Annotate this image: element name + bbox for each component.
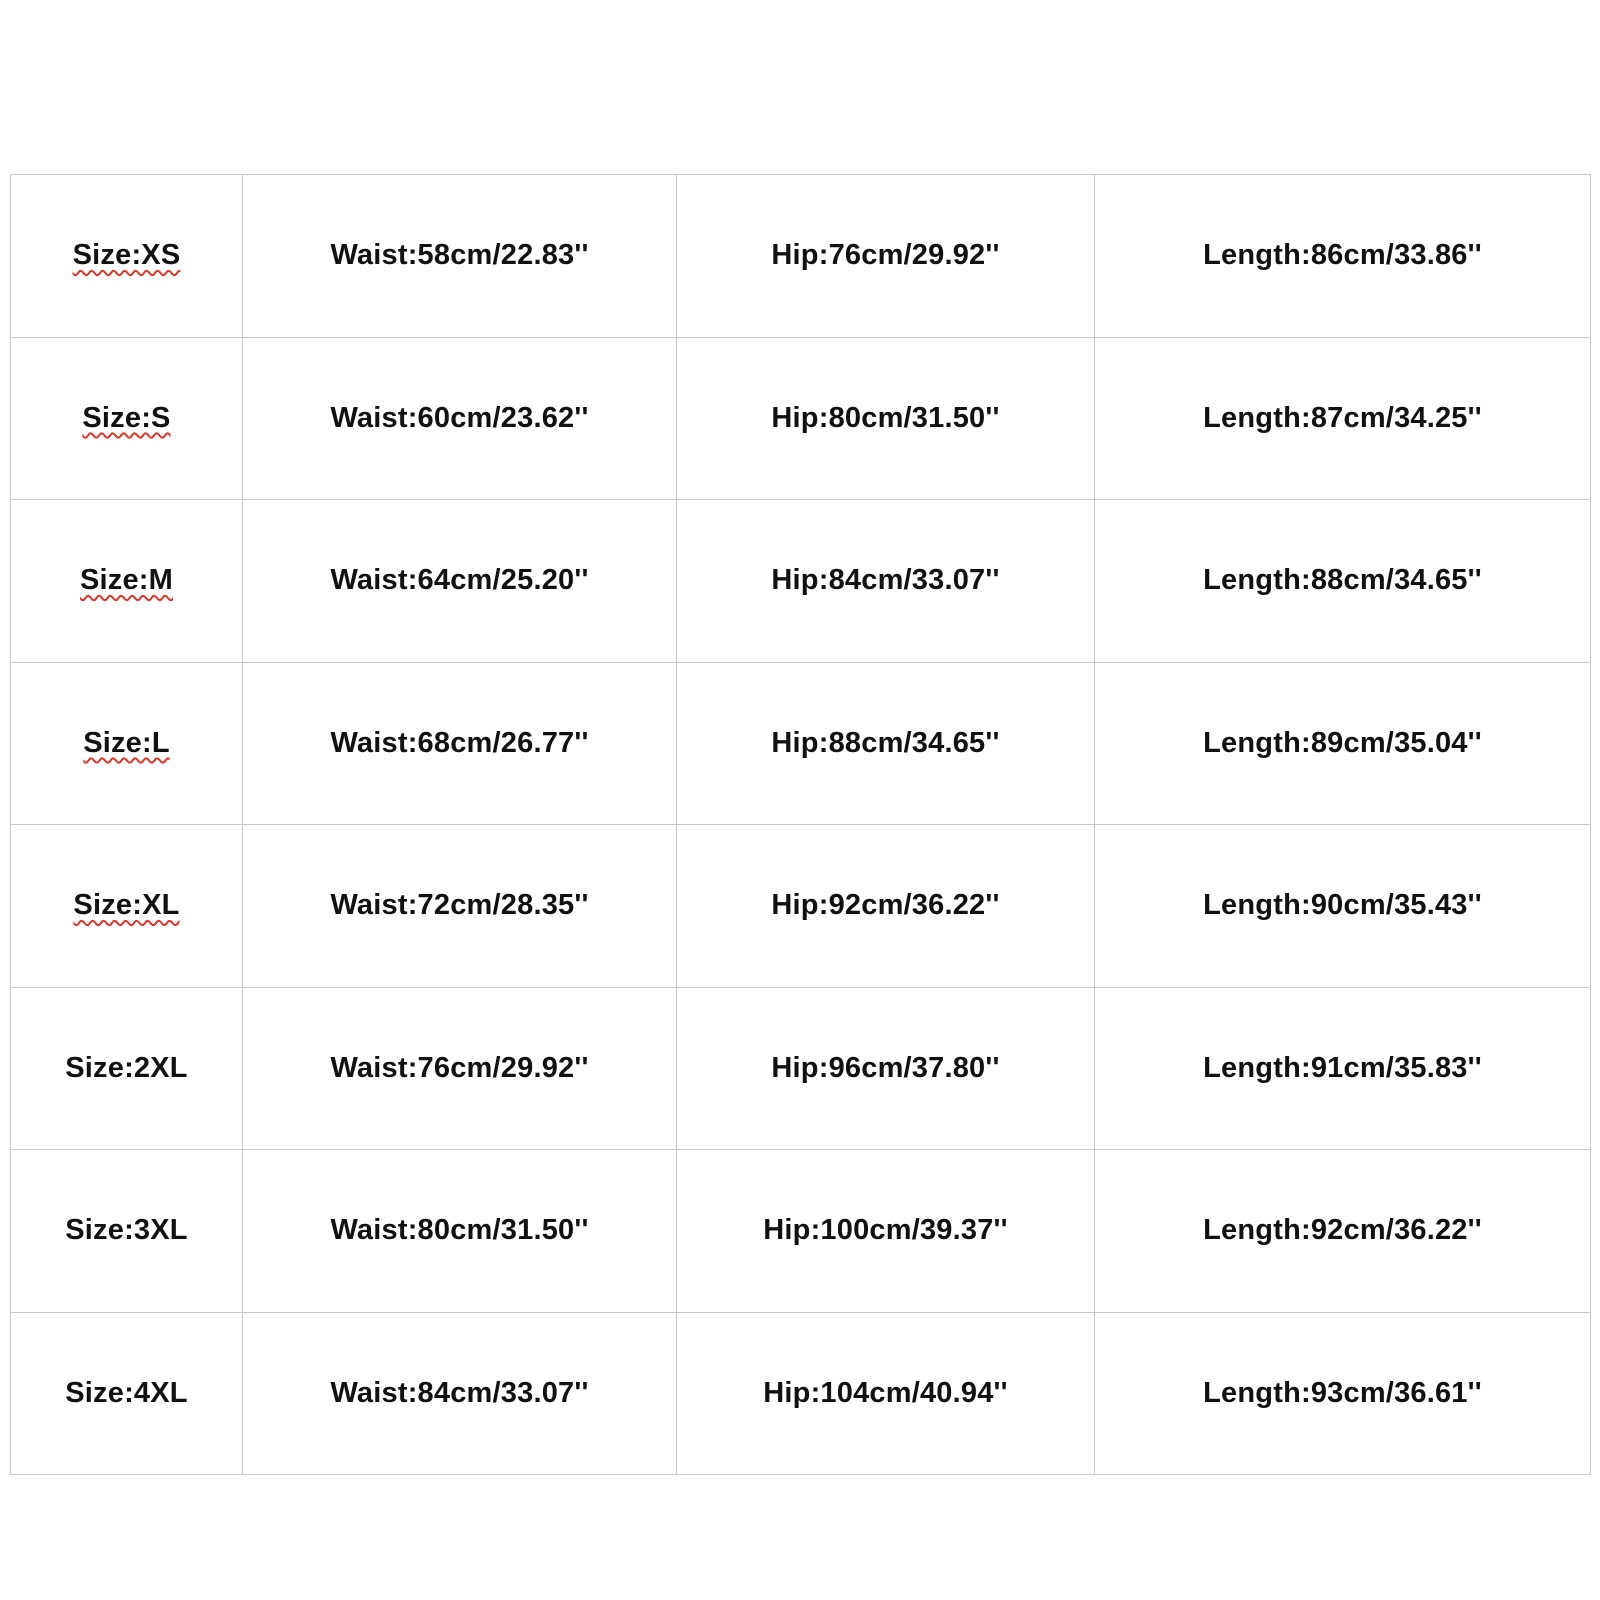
table-row [11,500,1591,663]
size-label: Size:L [83,726,170,759]
waist-cell: Waist:80cm/31.50'' [243,1150,677,1313]
table-row [11,175,1591,338]
length-cell: Length:91cm/35.83'' [1095,987,1591,1150]
size-label: Size:2XL [65,1051,188,1084]
length-cell: Length:89cm/35.04'' [1095,662,1591,825]
table-row [11,662,1591,825]
waist-cell: Waist:60cm/23.62'' [243,337,677,500]
length-cell: Length:88cm/34.65'' [1095,500,1591,663]
waist-cell: Waist:58cm/22.83'' [243,175,677,338]
length-cell: Length:90cm/35.43'' [1095,825,1591,988]
size-cell [11,987,243,1150]
hip-cell: Hip:100cm/39.37'' [677,1150,1095,1313]
size-label: Size:M [79,564,174,597]
size-label: Size:3XL [65,1214,188,1247]
hip-cell: Hip:84cm/33.07'' [677,500,1095,663]
length-cell: Length:92cm/36.22'' [1095,1150,1591,1313]
table-row [11,1312,1591,1475]
table-row [11,337,1591,500]
size-label: Size:S [82,401,171,434]
hip-cell: Hip:80cm/31.50'' [677,337,1095,500]
hip-cell: Hip:104cm/40.94'' [677,1312,1095,1475]
table-row [11,825,1591,988]
hip-cell: Hip:88cm/34.65'' [677,662,1095,825]
length-cell: Length:86cm/33.86'' [1095,175,1591,338]
size-label: Size:XL [73,889,180,922]
waist-cell: Waist:76cm/29.92'' [243,987,677,1150]
table-row [11,1150,1591,1313]
size-cell [11,337,243,500]
size-cell [11,500,243,663]
hip-cell: Hip:96cm/37.80'' [677,987,1095,1150]
waist-cell: Waist:72cm/28.35'' [243,825,677,988]
table-row [11,987,1591,1150]
length-cell: Length:93cm/36.61'' [1095,1312,1591,1475]
waist-cell: Waist:84cm/33.07'' [243,1312,677,1475]
size-label: Size:4XL [65,1376,188,1409]
size-cell [11,825,243,988]
hip-cell: Hip:92cm/36.22'' [677,825,1095,988]
size-cell [11,662,243,825]
size-chart-table [10,174,1591,1475]
waist-cell: Waist:68cm/26.77'' [243,662,677,825]
size-cell [11,1312,243,1475]
size-cell [11,1150,243,1313]
length-cell: Length:87cm/34.25'' [1095,337,1591,500]
size-label: Size:XS [72,239,181,272]
waist-cell: Waist:64cm/25.20'' [243,500,677,663]
hip-cell: Hip:76cm/29.92'' [677,175,1095,338]
size-cell [11,175,243,338]
